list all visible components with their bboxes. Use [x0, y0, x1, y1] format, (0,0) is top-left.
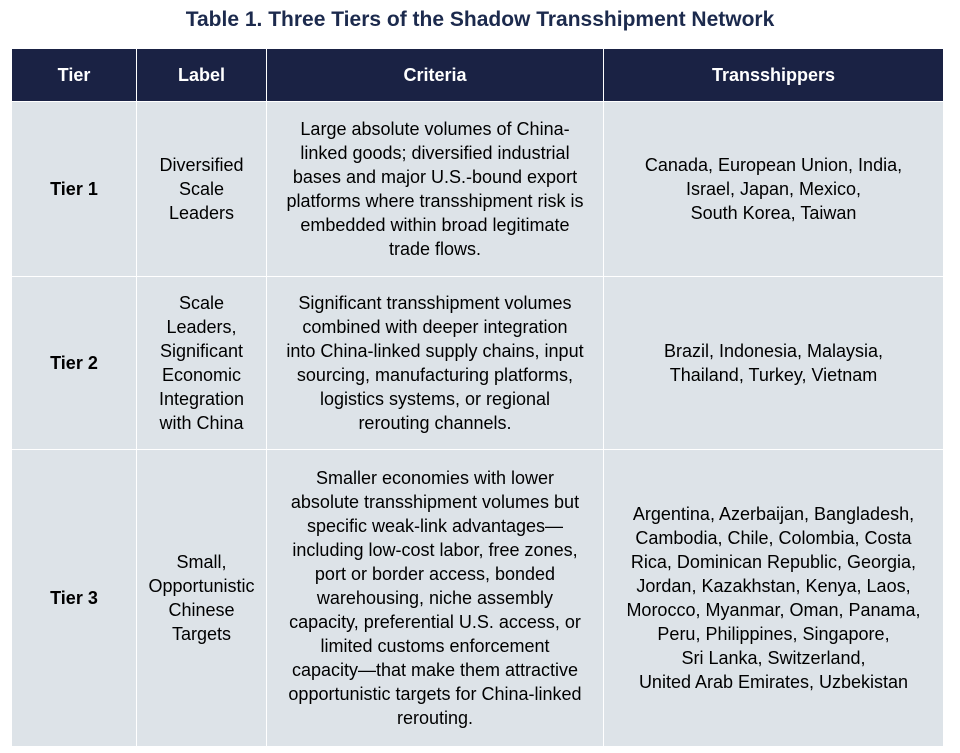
cell-line: South Korea, Taiwan [690, 203, 857, 223]
cell-line: port or border access, bonded [314, 564, 556, 584]
cell-line: Leaders [168, 203, 235, 223]
cell-line: Thailand, Turkey, Vietnam [669, 365, 878, 385]
cell-line: Opportunistic [148, 576, 255, 596]
header-criteria: Criteria [267, 49, 604, 102]
cell-line: Scale [178, 179, 225, 199]
cell-line: bases and major U.S.-bound export [292, 167, 578, 187]
table-title: Table 1. Three Tiers of the Shadow Transshipment Network [185, 8, 775, 31]
table-row [12, 277, 944, 450]
cell-line: Morocco, Myanmar, Oman, Panama, [626, 600, 921, 620]
table-row [12, 450, 944, 747]
cell-line: Cambodia, Chile, Colombia, Costa [635, 528, 912, 548]
criteria-cell [267, 277, 604, 450]
transshippers-cell [604, 277, 944, 450]
cell-line: logistics systems, or regional [319, 389, 551, 409]
cell-line: United Arab Emirates, Uzbekistan [638, 672, 909, 692]
cell-line: into China-linked supply chains, input [286, 341, 584, 361]
header-transshippers: Transshippers [604, 49, 944, 102]
label-cell [137, 102, 267, 277]
cell-line: Targets [171, 624, 232, 644]
cell-line: Peru, Philippines, Singapore, [657, 624, 890, 644]
cell-line: Canada, European Union, India, [644, 155, 903, 175]
cell-line: limited customs enforcement [320, 636, 550, 656]
cell-line: combined with deeper integration [302, 317, 568, 337]
header-label: Label [137, 49, 267, 102]
cell-line: linked goods; diversified industrial [300, 143, 570, 163]
cell-line: sourcing, manufacturing platforms, [296, 365, 574, 385]
cell-line: platforms where transshipment risk is [286, 191, 584, 211]
cell-line: embedded within broad legitimate [300, 215, 570, 235]
cell-line: opportunistic targets for China-linked [288, 684, 582, 704]
criteria-cell [267, 102, 604, 277]
tier-cell: Tier 3 [12, 450, 137, 747]
header-tier: Tier [12, 49, 137, 102]
cell-line: Small, [176, 552, 227, 572]
cell-line: with China [159, 413, 244, 433]
cell-line: Jordan, Kazakhstan, Kenya, Laos, [636, 576, 911, 596]
transshippers-cell [604, 450, 944, 747]
cell-line: rerouting. [396, 708, 474, 728]
tier-cell: Tier 2 [12, 277, 137, 450]
tiers-table [11, 48, 944, 747]
cell-line: capacity, preferential U.S. access, or [289, 612, 581, 632]
tier-cell: Tier 1 [12, 102, 137, 277]
cell-line: absolute transshipment volumes but [290, 492, 580, 512]
cell-line: Integration [158, 389, 245, 409]
label-cell [137, 450, 267, 747]
cell-line: Brazil, Indonesia, Malaysia, [663, 341, 884, 361]
cell-line: including low-cost labor, free zones, [292, 540, 578, 560]
header-row [12, 49, 944, 102]
cell-line: Chinese [168, 600, 235, 620]
cell-line: Large absolute volumes of China- [300, 119, 570, 139]
cell-line: capacity—that make them attractive [291, 660, 579, 680]
cell-line: warehousing, niche assembly [316, 588, 554, 608]
cell-line: Rica, Dominican Republic, Georgia, [630, 552, 917, 572]
transshippers-cell [604, 102, 944, 277]
label-cell [137, 277, 267, 450]
table-row [12, 102, 944, 277]
cell-line: rerouting channels. [358, 413, 512, 433]
cell-line: Significant transshipment volumes [298, 293, 572, 313]
criteria-cell [267, 450, 604, 747]
cell-line: Economic [161, 365, 242, 385]
cell-line: Smaller economies with lower [315, 468, 555, 488]
cell-line: trade flows. [388, 239, 482, 259]
cell-line: Leaders, [166, 317, 237, 337]
cell-line: Sri Lanka, Switzerland, [681, 648, 866, 668]
cell-line: Significant [159, 341, 244, 361]
cell-line: Israel, Japan, Mexico, [685, 179, 862, 199]
cell-line: Diversified [159, 155, 244, 175]
cell-line: specific weak-link advantages— [306, 516, 564, 536]
cell-line: Scale [178, 293, 225, 313]
cell-line: Argentina, Azerbaijan, Bangladesh, [632, 504, 915, 524]
